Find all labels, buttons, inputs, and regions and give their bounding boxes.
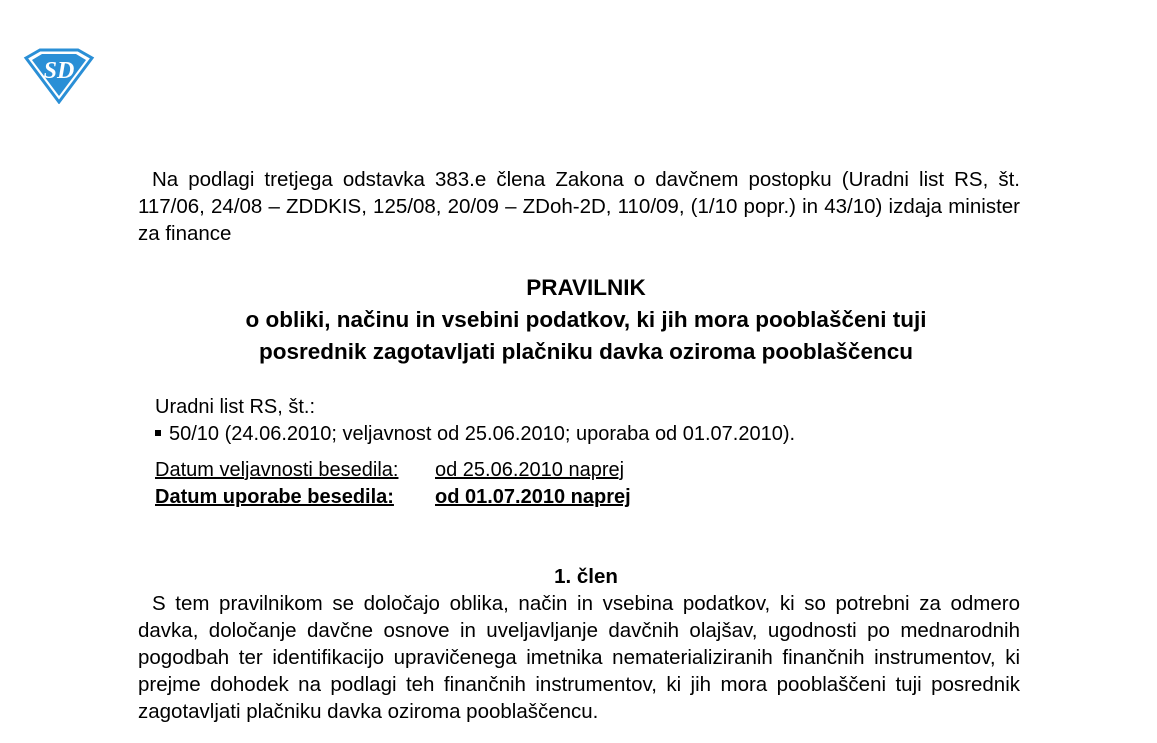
text-dates bbox=[155, 457, 631, 511]
use-date-value: od 01.07.2010 naprej bbox=[435, 486, 631, 508]
validity-date-label: Datum veljavnosti besedila: bbox=[155, 459, 399, 481]
gazette-entry-text: 50/10 (24.06.2010; veljavnost od 25.06.2010; uporaba od 01.07.2010). bbox=[169, 423, 796, 445]
intro-paragraph: Na podlagi tretjega odstavka 383.e člena Zakona o davčnem postopku (Uradni list RS, št. 117/06, 24/08 – ZDDKIS, 125/08, 20/09 – ZDoh-2D, 110/09, (1/10 popr.) in 43/10) izdaja minister za finance bbox=[138, 168, 1020, 245]
document-title bbox=[138, 272, 1034, 368]
title-line-2: o obliki, načinu in vsebini podatkov, ki jih mora pooblaščeni tuji bbox=[245, 307, 927, 332]
use-date-label: Datum uporabe besedila: bbox=[155, 486, 394, 508]
gazette-reference bbox=[155, 394, 795, 448]
title-line-1: PRAVILNIK bbox=[526, 275, 646, 300]
article-text: S tem pravilnikom se določajo oblika, način in vsebina podatkov, ki so potrebni za odmero davka, določanje davčne osnove in uveljavljanje davčnih olajšav, ugodnosti po mednarodnih pogodbah ter identifikacijo upravičenega imetnika nematerializiranih finančnih instrumentov, ki prejme dohodek na podlagi teh finančnih instrumentov, ki jih mora pooblaščeni tuji posrednik zagotavljati plačniku davka oziroma pooblaščencu. bbox=[138, 592, 1020, 723]
sd-logo-icon bbox=[22, 48, 96, 104]
validity-date-row bbox=[155, 457, 631, 484]
validity-date-value: od 25.06.2010 naprej bbox=[435, 459, 625, 481]
logo-lettering: SD bbox=[43, 58, 75, 84]
logo bbox=[22, 48, 96, 104]
bullet-icon bbox=[155, 430, 161, 436]
gazette-label: Uradni list RS, št.: bbox=[155, 396, 316, 418]
title-line-3: posrednik zagotavljati plačniku davka oziroma pooblaščencu bbox=[259, 339, 913, 364]
article-heading: 1. člen bbox=[554, 565, 618, 588]
use-date-row bbox=[155, 484, 631, 511]
gazette-entry bbox=[155, 421, 795, 448]
